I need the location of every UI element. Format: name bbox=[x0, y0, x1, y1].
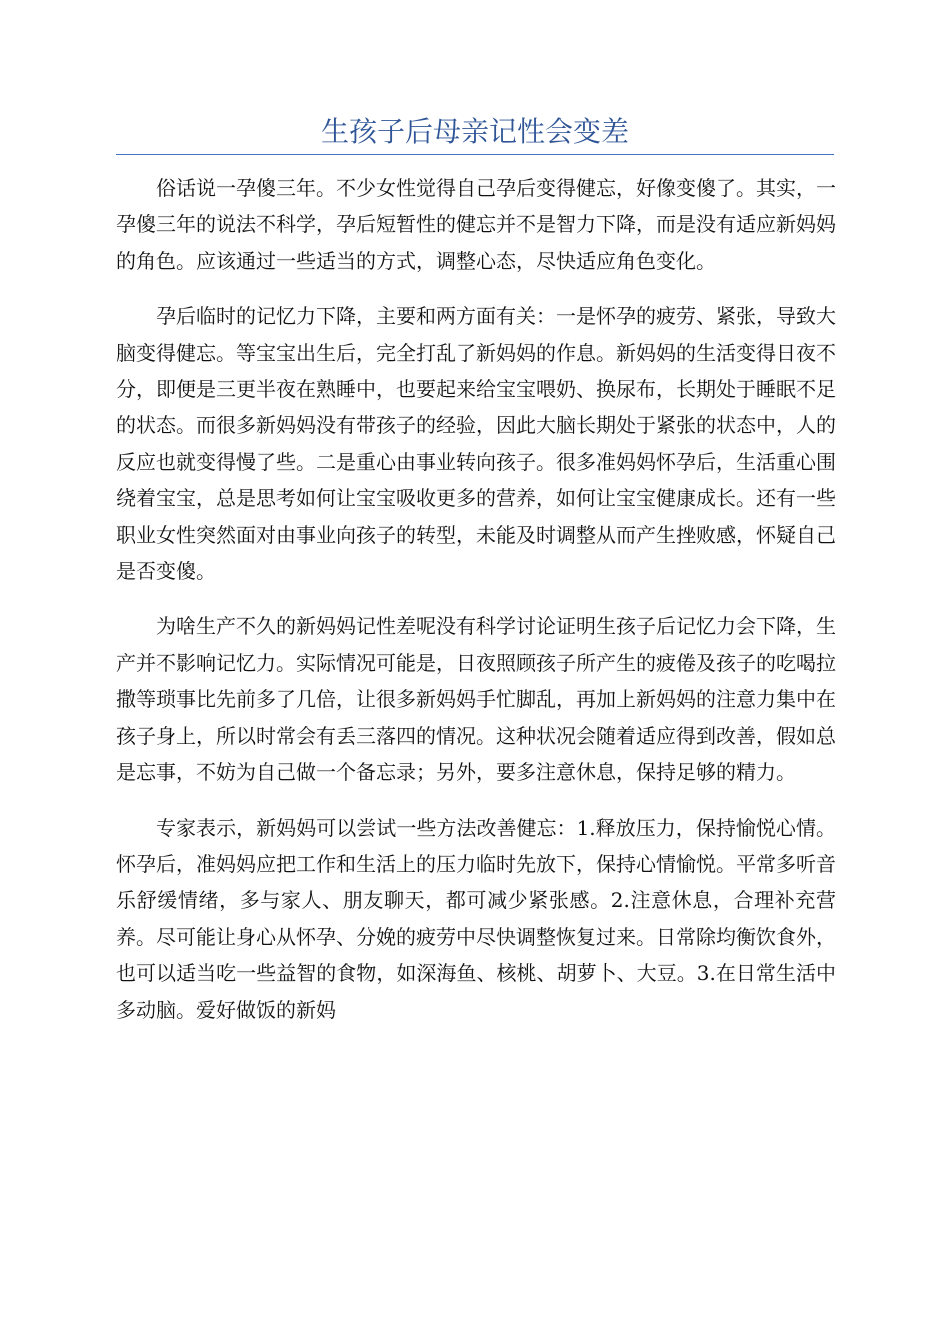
paragraph-2: 孕后临时的记忆力下降，主要和两方面有关：一是怀孕的疲劳、紧张，导致大脑变得健忘。等宝宝出生后，完全打乱了新妈妈的作息。新妈妈的生活变得日夜不分，即便是三更半夜在熟睡中，也要起来给宝宝喂奶、换尿布，长期处于睡眠不足的状态。而很多新妈妈没有带孩子的经验，因此大脑长期处于紧张的状态中，人的反应也就变得慢了些。二是重心由事业转向孩子。很多准妈妈怀孕后，生活重心围绕着宝宝，总是思考如何让宝宝吸收更多的营养，如何让宝宝健康成长。还有一些职业女性突然面对由事业向孩子的转型，未能及时调整从而产生挫败感，怀疑自己是否变傻。 bbox=[116, 304, 836, 584]
paragraph-1: 俗话说一孕傻三年。不少女性觉得自己孕后变得健忘，好像变傻了。其实，一孕傻三年的说法不科学，孕后短暂性的健忘并不是智力下降，而是没有适应新妈妈的角色。应该通过一些适当的方式，调整心态，尽快适应角色变化。 bbox=[116, 176, 836, 273]
paragraph-3: 为啥生产不久的新妈妈记性差呢没有科学讨论证明生孩子后记忆力会下降，生产并不影响记忆力。实际情况可能是，日夜照顾孩子所产生的疲倦及孩子的吃喝拉撒等琐事比先前多了几倍，让很多新妈妈手忙脚乱，再加上新妈妈的注意力集中在孩子身上，所以时常会有丢三落四的情况。这种状况会随着适应得到改善，假如总是忘事，不妨为自己做一个备忘录；另外，要多注意休息，保持足够的精力。 bbox=[116, 614, 836, 785]
title-underline bbox=[116, 154, 834, 155]
paragraph-4: 专家表示，新妈妈可以尝试一些方法改善健忘：1.释放压力，保持愉悦心情。怀孕后，准妈妈应把工作和生活上的压力临时先放下，保持心情愉悦。平常多听音乐舒缓情绪，多与家人、朋友聊天，都可减少紧张感。2.注意休息，合理补充营养。尽可能让身心从怀孕、分娩的疲劳中尽快调整恢复过来。日常除均衡饮食外，也可以适当吃一些益智的食物，如深海鱼、核桃、胡萝卜、大豆。3.在日常生活中多动脑。爱好做饭的新妈 bbox=[116, 815, 836, 1022]
document-body bbox=[116, 170, 836, 1047]
document-title: 生孩子后母亲记性会变差 bbox=[320, 115, 629, 148]
